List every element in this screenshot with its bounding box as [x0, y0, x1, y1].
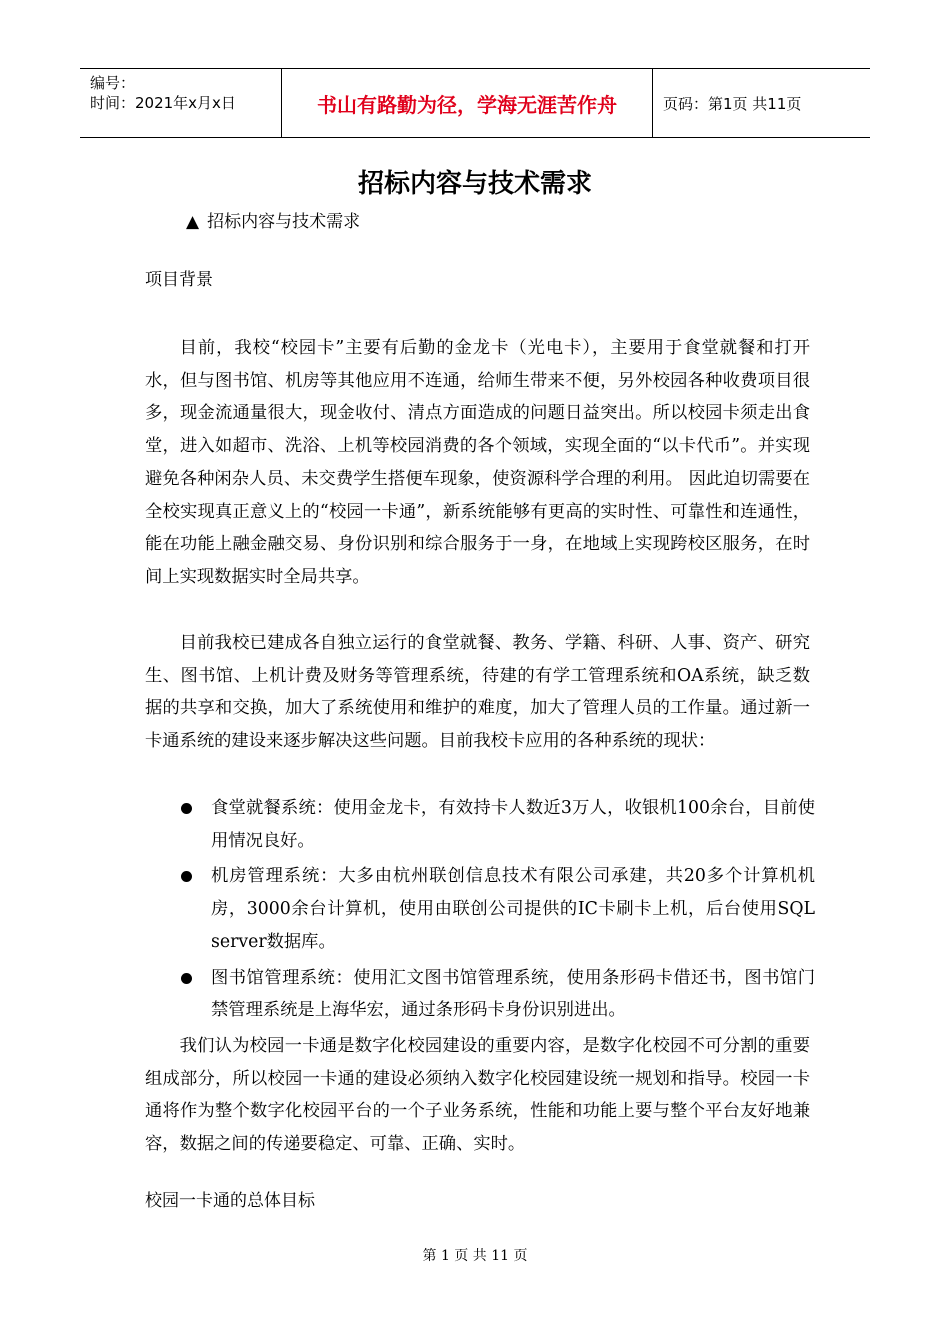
- list-item-text: 图书馆管理系统：使用汇文图书馆管理系统，使用条形码卡借还书，图书馆门禁管理系统是上海华宏，通过条形码卡身份识别进出。: [211, 967, 815, 1021]
- bullet-icon: [181, 871, 192, 882]
- list-item-text: 食堂就餐系统：使用金龙卡，有效持卡人数近3万人，收银机100余台，目前使用情况良好。: [211, 798, 815, 851]
- document-date: 时间：2021年x月x日: [90, 94, 236, 112]
- list-item: [145, 860, 815, 958]
- paragraph-1: 目前，我校“校园卡”主要有后勤的金龙卡（光电卡），主要用于食堂就餐和打开水，但与图书馆、机房等其他应用不连通，给师生带来不便，另外校园各种收费项目很多，现金流通量很大，现金收付、清点方面造成的问题日益突出。所以校园卡须走出食堂，进入如超市、洗浴、上机等校园消费的各个领域，实现全面的“以卡代币”。并实现避免各种闲杂人员、未交费学生搭便车现象，使资源科学合理的利用。 因此迫切需要在全校实现真正意义上的“校园一卡通”，新系统能够有更高的实时性、可靠性和连通性，能在功能上融金融交易、身份识别和综合服务于一身，在地域上实现跨校区服务，在时间上实现数据实时全局共享。: [145, 338, 810, 587]
- list-item: [145, 962, 815, 1027]
- list-item-text: 机房管理系统：大多由杭州联创信息技术有限公司承建，共20多个计算机机房，3000余台计算机，使用由联创公司提供的IC卡刷卡上机，后台使用SQL server数据库。: [211, 866, 815, 952]
- section-heading-background: 项目背景: [145, 270, 213, 290]
- section-heading-goal: 校园一卡通的总体目标: [145, 1191, 315, 1211]
- subtitle: [186, 210, 360, 234]
- list-item: [145, 792, 815, 857]
- triangle-icon: ▲: [186, 212, 200, 232]
- paragraph-2: 目前我校已建成各自独立运行的食堂就餐、教务、学籍、科研、人事、资产、研究生、图书馆、上机计费及财务等管理系统，待建的有学工管理系统和OA系统，缺乏数据的共享和交换，加大了系统使用和维护的难度，加大了管理人员的工作量。通过新一卡通系统的建设来逐步解决这些问题。目前我校卡应用的各种系统的现状：: [145, 633, 810, 752]
- page-header: [80, 68, 870, 138]
- document-number-label: 编号：: [90, 74, 136, 92]
- document-title: 招标内容与技术需求: [357, 169, 592, 199]
- bullet-icon: [181, 803, 192, 814]
- paragraph-3: 我们认为校园一卡通是数字化校园建设的重要内容，是数字化校园不可分割的重要组成部分，所以校园一卡通的建设必须纳入数字化校园建设统一规划和指导。校园一卡通将作为整个数字化校园平台的一个子业务系统，性能和功能上要与整个平台友好地兼容，数据之间的传递要稳定、可靠、正确、实时。: [145, 1036, 810, 1155]
- header-meta: [80, 69, 281, 137]
- subtitle-text: 招标内容与技术需求: [207, 212, 361, 232]
- header-page-info: 页码：第1页 共11页: [663, 94, 802, 113]
- bullet-icon: [181, 973, 192, 984]
- system-status-list: [145, 792, 815, 1030]
- page-footer: 第 1 页 共 11 页: [422, 1248, 528, 1264]
- header-motto: 书山有路勤为径，学海无涯苦作舟: [281, 69, 653, 137]
